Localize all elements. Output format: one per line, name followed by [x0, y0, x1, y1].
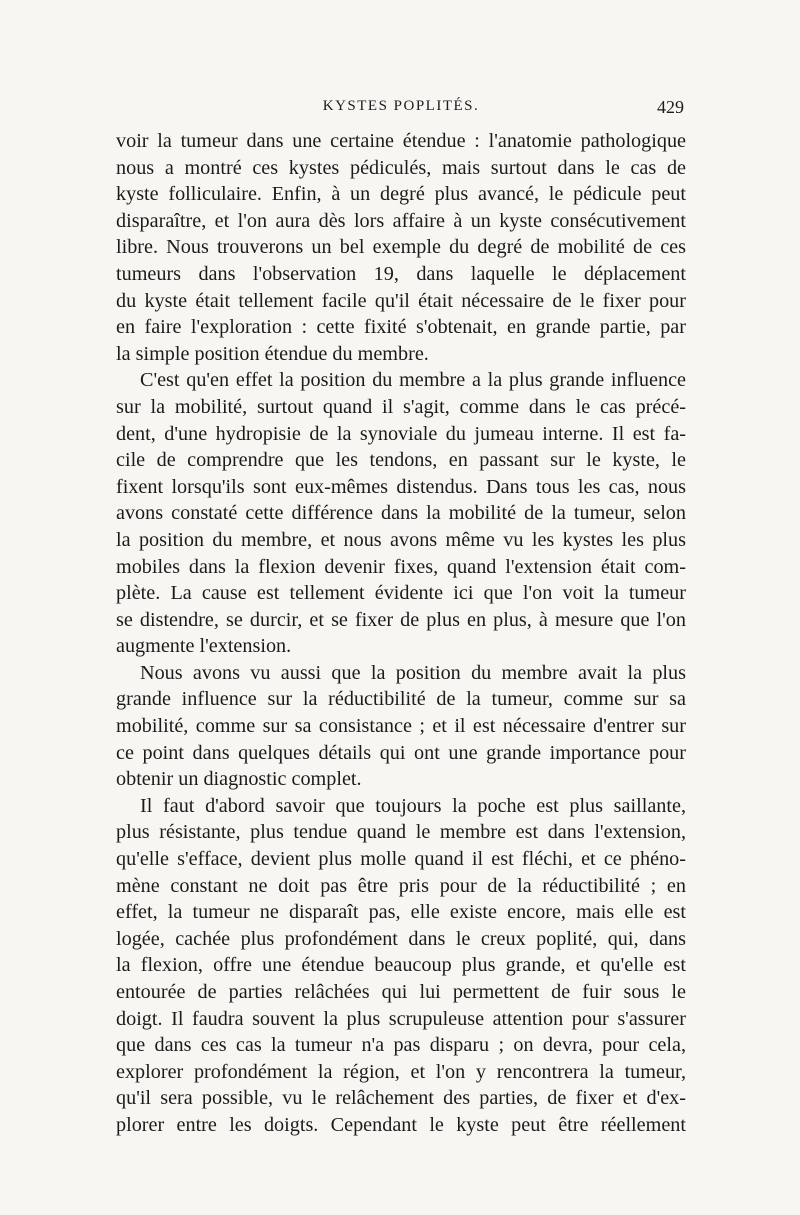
- text-line: que dans ces cas la tumeur n'a pas disparu ; on devra, pour cela,: [116, 1034, 686, 1057]
- text-line: la position du membre, et nous avons même vu les kystes les plus: [116, 528, 686, 551]
- text-line: Nous avons vu aussi que la position du membre avait la plus: [140, 661, 686, 684]
- text-line: dent, d'une hydropisie de la synoviale du jumeau interne. Il est fa-: [116, 422, 686, 445]
- text-line: plus résistante, plus tendue quand le membre est dans l'extension,: [116, 821, 686, 844]
- running-title: KYSTES POPLITÉS.: [322, 98, 480, 114]
- text-line: qu'elle s'efface, devient plus molle quand il est fléchi, et ce phéno-: [116, 848, 686, 871]
- text-line: fixent lorsqu'ils sont eux-mêmes distendus. Dans tous les cas, nous: [116, 475, 686, 498]
- running-head: [116, 98, 686, 124]
- text-line: se distendre, se durcir, et se fixer de plus en plus, à mesure que l'on: [116, 608, 686, 631]
- text-line: qu'il sera possible, vu le relâchement des parties, de fixer et d'ex-: [116, 1087, 686, 1110]
- text-line: effet, la tumeur ne disparaît pas, elle existe encore, mais elle est: [116, 901, 686, 924]
- text-line: tumeurs dans l'observation 19, dans laquelle le déplacement: [116, 262, 686, 285]
- body-text: [116, 128, 686, 1168]
- text-line: entourée de parties relâchées qui lui permettent de fuir sous le: [116, 981, 686, 1003]
- text-line: mobiles dans la flexion devenir fixes, quand l'extension était com-: [116, 555, 686, 578]
- text-line: kyste folliculaire. Enfin, à un degré plus avancé, le pédicule peut: [116, 183, 686, 206]
- text-line: doigt. Il faudra souvent la plus scrupuleuse attention pour s'assurer: [116, 1007, 686, 1030]
- text-line: ce point dans quelques détails qui ont une grande importance pour: [116, 741, 686, 764]
- text-line: voir la tumeur dans une certaine étendue : l'anatomie pathologique: [116, 130, 686, 152]
- text-line: sur la mobilité, surtout quand il s'agit, comme dans le cas précé-: [116, 395, 686, 418]
- page-number: 429: [657, 97, 684, 117]
- text-line: mène constant ne doit pas être pris pour de la réductibilité ; en: [116, 874, 686, 897]
- text-line: mobilité, comme sur sa consistance ; et il est nécessaire d'entrer sur: [116, 715, 686, 738]
- text-line: libre. Nous trouverons un bel exemple du degré de mobilité de ces: [116, 236, 686, 259]
- text-line: disparaître, et l'on aura dès lors affaire à un kyste consécutivement: [116, 209, 686, 232]
- text-line: la flexion, offre une étendue beaucoup plus grande, et qu'elle est: [116, 954, 686, 977]
- text-line: Il faut d'abord savoir que toujours la poche est plus saillante,: [140, 794, 686, 817]
- text-line: augmente l'extension.: [116, 635, 292, 658]
- text-line: du kyste était tellement facile qu'il était nécessaire de le fixer pour: [116, 289, 686, 312]
- text-line: la simple position étendue du membre.: [116, 342, 429, 365]
- text-line: plète. La cause est tellement évidente ici que l'on voit la tumeur: [116, 582, 686, 605]
- text-line: en faire l'exploration : cette fixité s'obtenait, en grande partie, par: [116, 316, 686, 339]
- text-line: grande influence sur la réductibilité de la tumeur, comme sur sa: [116, 688, 686, 711]
- text-line: avons constaté cette différence dans la mobilité de la tumeur, selon: [116, 502, 686, 525]
- text-line: cile de comprendre que les tendons, en passant sur le kyste, le: [116, 449, 686, 472]
- text-line: explorer profondément la région, et l'on y rencontrera la tumeur,: [116, 1060, 686, 1083]
- text-line: plorer entre les doigts. Cependant le kyste peut être réellement: [116, 1113, 686, 1136]
- text-line: nous a montré ces kystes pédiculés, mais surtout dans le cas de: [116, 156, 686, 179]
- text-line: logée, cachée plus profondément dans le creux poplité, qui, dans: [116, 927, 686, 950]
- text-line: C'est qu'en effet la position du membre a la plus grande influence: [140, 369, 686, 392]
- text-line: obtenir un diagnostic complet.: [116, 768, 362, 791]
